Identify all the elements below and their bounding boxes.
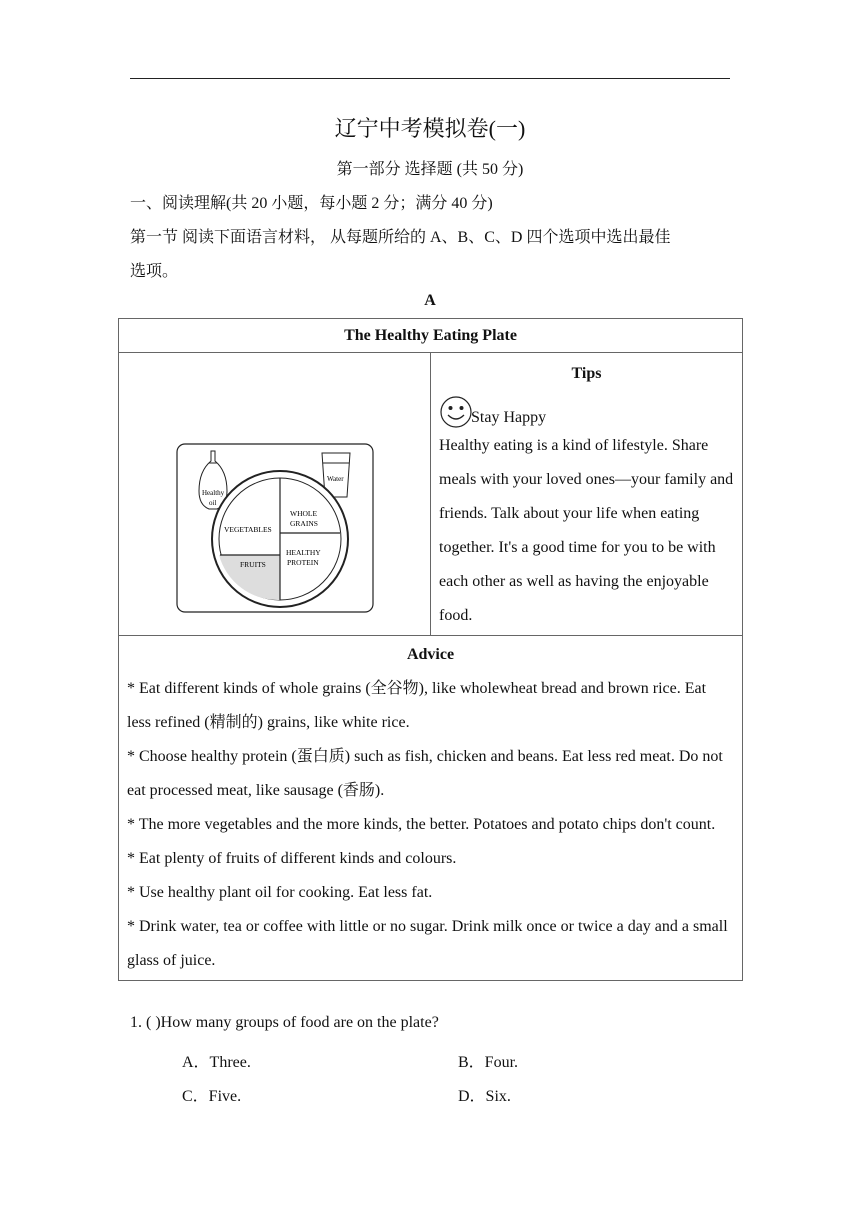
advice-item: * The more vegetables and the more kinds, the better. Potatoes and potato chips don't count. — [127, 816, 716, 833]
section-heading: 一、阅读理解(共 20 小题，每小题 2 分；满分 40 分) — [130, 195, 493, 212]
table-header: The Healthy Eating Plate — [119, 319, 743, 353]
advice-item: * Eat plenty of fruits of different kinds and colours. — [127, 850, 457, 867]
option-d[interactable]: D．Six. — [458, 1088, 511, 1105]
stay-happy-text: Stay Happy — [471, 409, 547, 426]
advice-cell — [119, 636, 743, 981]
stay-happy-line — [439, 389, 734, 429]
option-c[interactable]: C．Five. — [182, 1088, 242, 1105]
plate-icon — [212, 471, 348, 607]
tips-cell — [431, 353, 743, 636]
advice-item: * Drink water, tea or coffee with little or no sugar. Drink milk once or twice a day and a small glass of juice. — [127, 918, 728, 969]
page-title: 辽宁中考模拟卷(一) — [334, 116, 526, 141]
svg-text:oil: oil — [209, 499, 217, 507]
option-b[interactable]: B．Four. — [458, 1054, 519, 1071]
instruction-line-2: 选项。 — [130, 263, 179, 280]
smiley-face-icon — [439, 395, 473, 429]
plate-image-cell — [119, 353, 431, 636]
label-fruits: FRUITS — [240, 560, 266, 569]
passage-letter: A — [424, 292, 436, 309]
label-water: Water — [327, 475, 344, 483]
advice-item: * Use healthy plant oil for cooking. Eat less fat. — [127, 884, 433, 901]
label-vegetables: VEGETABLES — [224, 525, 272, 534]
label-grains: GRAINS — [290, 519, 318, 528]
instruction-line-1: 第一节 阅读下面语言材料， 从每题所给的 A、B、C、D 四个选项中选出最佳 — [130, 229, 671, 246]
tips-text: Healthy eating is a kind of lifestyle. Share meals with your loved ones—your family and friends. Talk about your life when eating together. It's a good time for you to be with each other as well as having the enjoyable food. — [439, 437, 734, 624]
advice-item: * Eat different kinds of whole grains (全谷物), like wholewheat bread and brown rice. Eat less refined (精制的) grains, like white rice. — [127, 680, 707, 731]
part-subtitle: 第一部分 选择题 (共 50 分) — [336, 161, 524, 178]
passage-table — [118, 318, 743, 981]
option-a[interactable]: A．Three. — [182, 1054, 251, 1071]
label-healthy: HEALTHY — [286, 548, 321, 557]
advice-title: Advice — [406, 646, 455, 663]
label-protein: PROTEIN — [287, 558, 319, 567]
advice-item: * Choose healthy protein (蛋白质) such as fish, chicken and beans. Eat less red meat. Do not eat processed meat, like sausage (香肠). — [127, 748, 723, 799]
healthy-eating-plate-illustration — [176, 443, 376, 615]
label-whole: WHOLE — [290, 509, 318, 518]
top-rule — [130, 78, 730, 79]
question-1-stem: 1. ( )How many groups of food are on the plate? — [130, 1014, 439, 1031]
label-healthy-oil: Healthy — [202, 489, 225, 497]
tips-title: Tips — [571, 365, 602, 382]
